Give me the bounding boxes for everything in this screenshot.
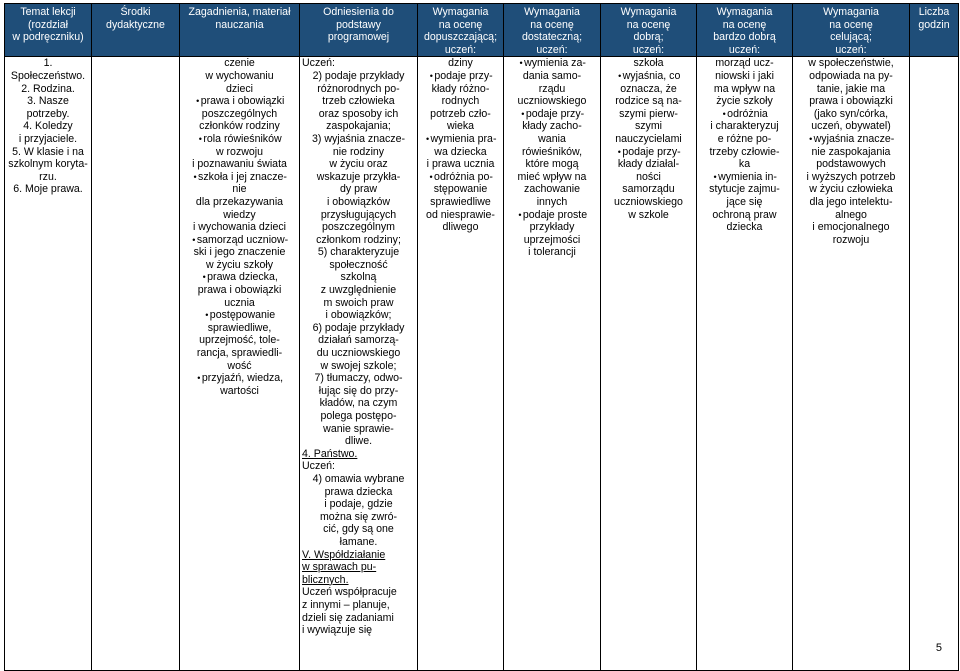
bullet-icon: • — [429, 70, 433, 81]
list-item — [182, 309, 297, 372]
bullet-icon: • — [197, 373, 201, 384]
core-line: Uczeń współpracuje — [302, 586, 397, 599]
list-item-line: kłady różno- — [431, 82, 490, 95]
list-item-line: potrzeb czło- — [430, 107, 491, 120]
header-row — [5, 4, 959, 57]
text-line: Wymagania — [432, 6, 489, 18]
list-item-line: wa dziecka — [434, 145, 487, 158]
core-line: V. Współdziałanie — [302, 548, 386, 561]
cell-grade-excellent — [793, 57, 910, 671]
list-item-line: •rola rówieśników — [198, 132, 282, 145]
core-line: cić, gdy są one — [323, 523, 394, 536]
core-line: w życiu oraz — [329, 158, 388, 171]
bullet-icon: • — [205, 310, 209, 321]
cell-hours — [910, 57, 959, 671]
list-item-line: •szkoła i jej znacze- — [193, 170, 287, 183]
bullet-icon: • — [429, 171, 433, 182]
list-item-line: rodnych — [441, 95, 480, 108]
intro-line: w wychowaniu — [205, 69, 274, 82]
content-row — [5, 57, 959, 671]
text-line: uczeń: — [835, 43, 867, 56]
core-line: m swoich praw — [323, 296, 394, 309]
list-item-line: członków rodziny — [199, 120, 280, 133]
list-item-line: kłady zacho- — [522, 120, 582, 133]
text-line: Wymagania — [524, 6, 580, 18]
core-line: członkom rodziny; — [316, 233, 401, 246]
list-item-line: •podaje przy- — [429, 69, 493, 82]
list-item-line: rozwoju — [832, 233, 870, 246]
core-line: społeczność — [329, 258, 388, 271]
bullet-icon: • — [713, 171, 717, 182]
text-line: Środki — [120, 6, 151, 18]
header-grade-sufficient — [504, 4, 601, 57]
text-line: uczeń: — [728, 43, 761, 56]
bullet-icon: • — [722, 108, 726, 119]
cell-topics — [5, 57, 92, 671]
bullet-icon: • — [198, 133, 202, 144]
core-line: 6) podaje przykłady — [312, 321, 405, 334]
list-item-line: dliwego — [442, 221, 479, 234]
header-topic — [5, 4, 92, 57]
cell-materials — [92, 57, 180, 671]
list-item — [506, 108, 598, 209]
core-line: prawa dziecka — [324, 485, 393, 498]
text-line: 2. Rodzina. — [21, 82, 75, 95]
list-item-line: e różne po- — [717, 132, 772, 145]
core-line: 2) podaje przykłady — [312, 69, 405, 82]
list-item-line: •podaje proste — [518, 208, 588, 221]
text-line: na ocenę — [722, 18, 767, 31]
list-item-line: w życiu człowieka — [809, 183, 893, 196]
header-core-curriculum — [300, 4, 418, 57]
list-item — [182, 171, 297, 234]
core-line: z innymi – planuje, — [302, 598, 390, 611]
list-item-line: w szkole — [628, 208, 669, 221]
core-line: poszczególnym — [321, 221, 395, 234]
list-item-line: innych — [536, 195, 568, 208]
list-item-line: stępowanie — [433, 183, 488, 196]
list-item-line: •prawa dziecka, — [202, 271, 278, 284]
list-item-line: i wyższych potrzeb — [806, 170, 896, 183]
bullet-icon: • — [617, 146, 621, 157]
list-item-line: •prawa i obowiązki — [196, 95, 285, 108]
list-item-line: mieć wpływ na — [517, 170, 587, 183]
bullet-list — [603, 70, 694, 221]
intro-line: życie szkoły — [716, 95, 773, 108]
bullet-icon: • — [425, 133, 430, 144]
intro-line: czenie — [224, 57, 255, 70]
bullet-icon: • — [192, 234, 196, 245]
list-item-line: i tolerancji — [528, 246, 576, 259]
list-item-line: sprawiedliwe, — [207, 321, 272, 334]
list-item-line: •samorząd uczniow- — [192, 233, 289, 246]
curriculum-table — [4, 3, 959, 671]
core-line: polega postępo- — [320, 410, 397, 422]
list-item-line: szymi — [634, 120, 663, 133]
bullet-icon: • — [202, 272, 206, 283]
header-grade-pass — [418, 4, 504, 57]
list-item-line: i emocjonalnego — [812, 221, 890, 234]
list-item-line: •podaje przy- — [617, 145, 681, 158]
bullet-icon: • — [618, 70, 622, 81]
cell-grade-very-good — [697, 57, 793, 671]
document-page — [4, 3, 958, 671]
list-item-line: •postępowanie — [205, 309, 276, 322]
list-item-line: uczniowskiego — [517, 95, 587, 108]
cell-grade-good — [601, 57, 697, 671]
core-line: blicznych. — [302, 573, 349, 586]
core-line: działań samorzą- — [318, 334, 399, 347]
text-line: Wymagania — [823, 6, 879, 18]
intro-line: ma wpływ na — [713, 82, 776, 95]
intro-line: odpowiada na py- — [809, 69, 893, 82]
text-line: 3. Nasze potrzeby. — [26, 95, 70, 120]
header-grade-excellent — [793, 4, 910, 57]
core-line: wanie sprawie- — [323, 422, 394, 435]
intro-line: dzieci — [225, 82, 254, 95]
list-item-line: •odróżnia po- — [429, 170, 493, 183]
list-item-line: wieka — [446, 120, 475, 133]
list-item-line: zachowanie — [524, 183, 580, 196]
list-item — [182, 372, 297, 397]
list-item — [420, 171, 501, 234]
list-item — [182, 234, 297, 272]
core-line: 3) wyjaśnia znacze- — [311, 132, 406, 145]
list-item — [506, 57, 598, 107]
list-item-line: dla przekazywania — [195, 195, 284, 208]
list-item-line: •wymienia pra- — [425, 132, 497, 145]
list-item-line: •wymienia za- — [519, 57, 586, 70]
bullet-list — [795, 133, 907, 246]
core-line: w sprawach pu- — [302, 561, 377, 574]
text-line: 6. Moje prawa. — [13, 183, 83, 196]
list-item-line: ucznia — [224, 296, 255, 309]
text-line: Liczba — [918, 6, 950, 18]
text-line: uczeń: — [536, 43, 568, 56]
text-line: rzu. — [39, 170, 57, 183]
list-item-line: ochroną praw — [712, 208, 777, 221]
list-item-line: ności — [636, 170, 661, 183]
list-item-line: sprawiedliwe — [430, 195, 491, 208]
text-line: bardzo dobrą — [713, 31, 776, 44]
text-line: uczeń: — [444, 43, 477, 56]
text-line: nauczania — [215, 18, 264, 31]
core-line: Uczeń: — [302, 57, 335, 70]
intro-line: szkoła — [633, 57, 664, 70]
list-item-line: alnego — [835, 208, 867, 221]
list-item — [420, 133, 501, 171]
core-line: dliwe. — [344, 435, 373, 448]
text-line: dopuszczającą; — [423, 31, 498, 44]
core-line: w swojej szkole; — [320, 359, 397, 372]
text-line: Temat lekcji — [20, 6, 76, 18]
text-line: dostateczną; — [521, 31, 583, 44]
core-line: wskazuje przykła- — [316, 170, 401, 183]
cell-grade-sufficient — [504, 57, 601, 671]
core-line: różnorodnych po- — [317, 82, 400, 95]
list-item-line: •wyjaśnia znacze- — [809, 132, 895, 145]
list-item-line: •wymienia in- — [713, 170, 777, 183]
list-item-line: wania — [538, 132, 566, 145]
text-line: na ocenę — [438, 18, 483, 31]
list-item-line: trzeby człowie- — [709, 145, 780, 158]
core-line: dzieli się zadaniami — [302, 611, 394, 624]
text-line: na ocenę — [530, 18, 574, 31]
cell-issues — [180, 57, 300, 671]
intro-line: uczeń, obywatel) — [811, 120, 891, 133]
list-item — [182, 271, 297, 309]
list-item-line: które mogą — [525, 158, 579, 171]
text-line: dobrą; — [633, 31, 664, 44]
list-item — [182, 133, 297, 171]
cell-grade-pass — [418, 57, 504, 671]
bullet-list — [506, 57, 598, 259]
list-item-line: ski i jego znaczenie — [193, 246, 286, 259]
core-line: du uczniowskiego — [316, 347, 401, 360]
list-item-line: poszczególnych — [201, 107, 278, 120]
core-line: i wywiązuje się — [302, 624, 373, 637]
text-line: Wymagania — [620, 6, 677, 18]
core-line: z uwzględnienie — [320, 284, 397, 297]
bullet-icon: • — [518, 209, 522, 220]
core-line: 7) tłumaczy, odwo- — [314, 372, 403, 385]
list-item-line: jące się — [726, 195, 763, 208]
list-item-line: •przyjaźń, wiedza, — [197, 372, 284, 385]
core-line: 4. Państwo. — [302, 447, 358, 460]
text-line: celującą; — [830, 31, 872, 44]
list-item-line: oznacza, że — [620, 82, 677, 95]
list-item-line: rówieśników, — [521, 145, 583, 158]
list-item — [603, 70, 694, 146]
core-line: dy praw — [339, 183, 378, 196]
list-item-line: rancja, sprawiedli- — [196, 347, 283, 360]
list-item-line: w życiu szkoły — [205, 258, 274, 271]
intro-line: morząd ucz- — [715, 57, 774, 70]
text-line: w podręczniku) — [12, 31, 84, 44]
list-item-line: •wyjaśnia, co — [618, 69, 681, 82]
core-line: łując się do przy- — [318, 384, 399, 397]
header-issues — [180, 4, 300, 57]
list-item-line: wiedzy — [223, 208, 256, 221]
list-item-line: ka — [738, 158, 751, 171]
list-item-line: wartości — [220, 384, 259, 397]
list-item-line: w rozwoju — [215, 145, 264, 158]
core-line: zaspokajania; — [326, 120, 391, 133]
text-line: 5. W klasie i na — [12, 145, 84, 158]
text-line: szkolnym koryta- — [8, 158, 88, 171]
core-line: szkolną — [340, 271, 377, 284]
text-line: i przyjaciele. — [18, 132, 78, 145]
list-item-line: uprzejmość, tole- — [199, 334, 280, 347]
text-line: 4. Koledzy — [23, 120, 73, 133]
core-line: 5) charakteryzuje — [317, 246, 400, 259]
list-item — [420, 70, 501, 133]
intro-line: (jako syn/córka, — [813, 107, 889, 120]
list-item — [603, 146, 694, 222]
list-item-line: podstawowych — [816, 158, 886, 171]
text-line: podstawy — [336, 18, 381, 31]
core-line: kładów, na czym — [319, 397, 398, 410]
list-item-line: nie zaspokajania — [811, 145, 891, 158]
intro-line: w społeczeństwie, — [808, 57, 894, 70]
list-item-line: i wychowania dzieci — [192, 221, 287, 234]
list-item-line: samorządu — [622, 183, 675, 196]
list-item-line: dziecka — [726, 221, 763, 234]
core-line: i obowiązków; — [325, 309, 392, 322]
list-item-line: wość — [227, 359, 252, 372]
list-item-line: uprzejmości — [523, 233, 581, 246]
header-grade-very-good — [697, 4, 793, 57]
intro-line: dziny — [448, 57, 473, 70]
core-line: Uczeń: — [302, 460, 335, 473]
list-item-line: •odróżnia — [722, 107, 768, 120]
list-item-line: rodzice są na- — [615, 95, 682, 108]
list-item-line: od niesprawie- — [426, 208, 495, 221]
list-item — [795, 133, 907, 246]
list-item-line: i prawa ucznia — [426, 158, 495, 171]
list-item-line: uczniowskiego — [614, 195, 683, 208]
intro-line: niowski i jaki — [715, 69, 774, 82]
core-line: trzeb człowieka — [322, 95, 395, 108]
core-line: i obowiązków — [326, 195, 390, 208]
text-line: (rozdział — [27, 18, 69, 31]
header-materials — [92, 4, 180, 57]
text-line: Odniesienia do — [323, 6, 394, 18]
list-item — [506, 209, 598, 259]
core-line: łamane. — [339, 535, 378, 548]
text-line: programowej — [327, 31, 390, 44]
text-line: na ocenę — [829, 18, 873, 31]
bullet-icon: • — [521, 108, 525, 119]
core-line: przysługujących — [320, 208, 397, 221]
list-item-line: prawa i obowiązki — [197, 284, 282, 297]
bullet-icon: • — [809, 133, 813, 144]
core-line: można się zwró- — [319, 510, 398, 523]
text-line: dydaktyczne — [106, 18, 165, 31]
list-item-line: dania samo- — [522, 69, 582, 82]
text-line: Wymagania — [716, 6, 773, 18]
core-line: 4) omawia wybrane — [312, 472, 405, 485]
text-line: 1. Społeczeństwo. — [10, 57, 86, 82]
bullet-icon: • — [519, 58, 523, 69]
core-line: i podaje, gdzie — [324, 498, 393, 511]
list-item-line: i charakteryzuj — [710, 120, 779, 133]
intro-line: tanie, jakie ma — [816, 82, 886, 95]
list-item-line: kłady działal- — [617, 158, 680, 171]
text-line: Zagadnienia, materiał — [188, 6, 291, 18]
text-line: na ocenę — [626, 18, 671, 31]
bullet-list — [699, 108, 790, 234]
list-item — [699, 108, 790, 171]
core-line: nie rodziny — [332, 145, 385, 158]
list-item-line: i poznawaniu świata — [192, 158, 287, 171]
list-item — [699, 171, 790, 234]
text-line: godzin — [918, 18, 950, 31]
list-item-line: rządu — [538, 82, 566, 95]
intro-line: prawa i obowiązki — [809, 95, 893, 108]
bullet-list — [420, 70, 501, 234]
list-item-line: dla jego intelektu- — [809, 195, 893, 208]
core-line: oraz sposoby ich — [318, 107, 399, 120]
list-item-line: szymi pierw- — [619, 107, 678, 120]
bullet-icon: • — [196, 96, 200, 107]
list-item — [182, 95, 297, 133]
page-number: 5 — [935, 642, 942, 654]
list-item-line: •podaje przy- — [521, 107, 585, 120]
header-grade-good — [601, 4, 697, 57]
bullet-icon: • — [193, 171, 197, 182]
text-line: uczeń: — [632, 43, 665, 56]
bullet-list — [182, 95, 297, 397]
header-hours — [910, 4, 959, 57]
list-item-line: przykłady — [529, 221, 575, 234]
list-item-line: stytucje zajmu- — [709, 183, 780, 196]
cell-core-curriculum — [300, 57, 418, 671]
list-item-line: nauczycielami — [615, 132, 682, 145]
list-item-line: nie — [232, 183, 247, 196]
